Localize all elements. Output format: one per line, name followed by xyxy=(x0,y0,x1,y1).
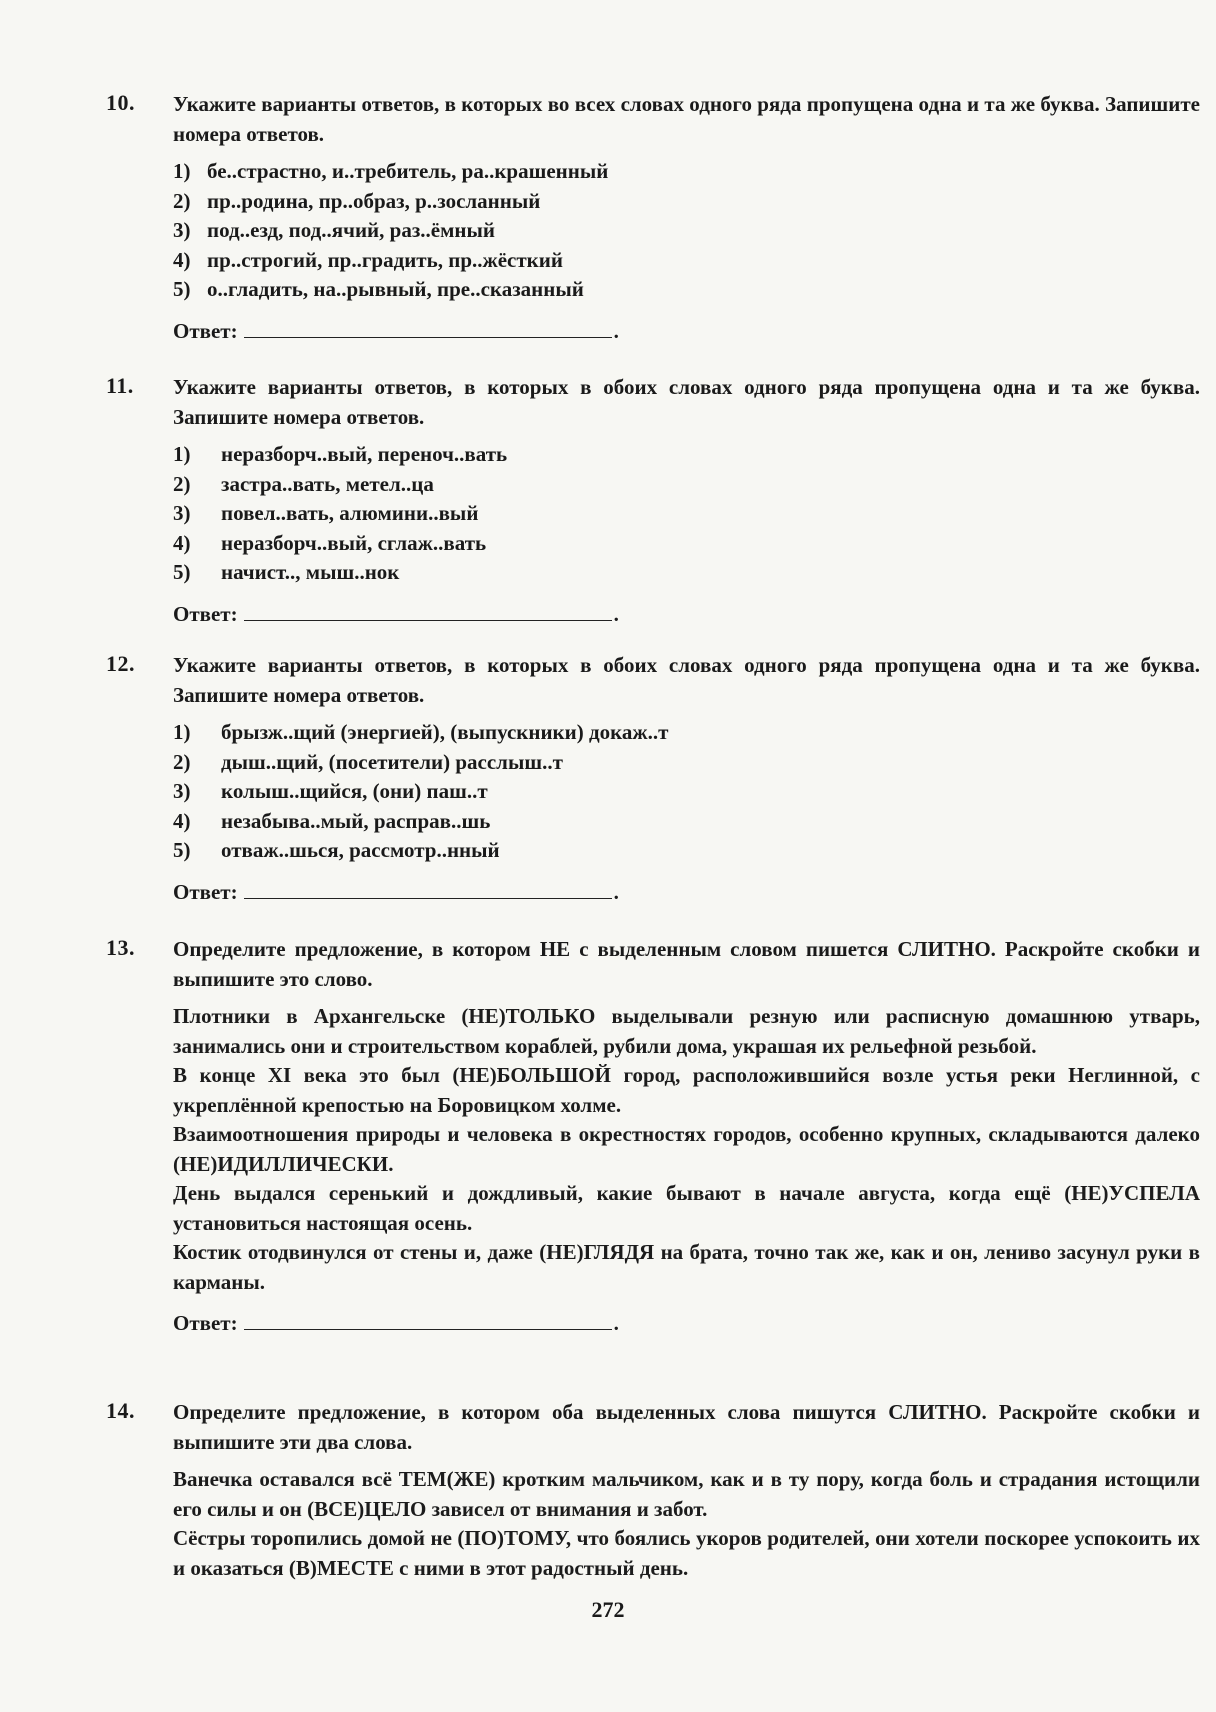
answer-row: Ответ: . xyxy=(173,1311,619,1335)
sentence-item: Плотники в Архангельске (НЕ)ТОЛЬКО выделывали резную или расписную домашнюю утварь, занимались они и строительством кораблей, рубили дома, украшая их рельефной резьбой. xyxy=(173,1004,1200,1058)
sentence-item: Костик отодвинулся от стены и, даже (НЕ)ГЛЯДЯ на брата, точно так же, как и он, лениво засунул руки в карманы. xyxy=(173,1240,1200,1294)
task-instruction: Укажите варианты ответов, в которых во всех словах одного ряда пропущена одна и та же буква. Запишите номера ответов. xyxy=(173,92,1200,146)
option-item: 4) неразборч..вый, сглаж..вать xyxy=(173,530,487,555)
options-list xyxy=(173,157,1200,305)
answer-label: Ответ: xyxy=(173,879,238,904)
sentences-list xyxy=(173,1002,1200,1297)
task-instruction: Укажите варианты ответов, в которых в обоих словах одного ряда пропущена одна и та же буква. Запишите номера ответов. xyxy=(173,375,1200,429)
answer-label: Ответ: xyxy=(173,318,238,343)
answer-label: Ответ: xyxy=(173,601,238,626)
task-number: 10. xyxy=(106,90,135,115)
option-item: 1) бе..страстно, и..требитель, ра..крашенный xyxy=(173,159,609,183)
sentence-item: День выдался серенький и дождливый, какие бывают в начале августа, когда ещё (НЕ)УСПЕЛА установиться настоящая осень. xyxy=(173,1181,1200,1235)
option-item: 2) дыш..щий, (посетители) расслыш..т xyxy=(173,749,563,774)
task-number: 12. xyxy=(106,651,135,676)
answer-row: Ответ: . xyxy=(173,879,619,904)
option-item: 1) брызж..щий (энергией), (выпускники) докаж..т xyxy=(173,720,669,744)
answer-row: Ответ: . xyxy=(173,318,619,343)
answer-field[interactable] xyxy=(244,317,612,338)
answer-label: Ответ: xyxy=(173,1311,238,1335)
sentence-item: Ванечка оставался всё ТЕМ(ЖЕ) кротким мальчиком, как и в ту пору, когда боль и страдания истощили его силы и он (ВСЕ)ЦЕЛО зависел от внимания и забот. xyxy=(173,1467,1200,1521)
sentence-item: В конце XI века это был (НЕ)БОЛЬШОЙ город, расположившийся возле устья реки Неглинной, с укреплённой крепостью на Боровицком холме. xyxy=(173,1063,1200,1117)
task-instruction: Укажите варианты ответов, в которых в обоих словах одного ряда пропущена одна и та же буква. Запишите номера ответов. xyxy=(173,653,1200,707)
option-item: 3) повел..вать, алюмини..вый xyxy=(173,501,479,525)
options-list xyxy=(173,440,1200,588)
option-item: 1) неразборч..вый, переноч..вать xyxy=(173,442,508,466)
sentences-list xyxy=(173,1465,1200,1583)
answer-field[interactable] xyxy=(244,878,612,899)
option-item: 5) о..гладить, на..рывный, пре..сказанный xyxy=(173,277,584,301)
option-item: 3) под..езд, под..ячий, раз..ёмный xyxy=(173,218,495,242)
option-item: 2) застра..вать, метел..ца xyxy=(173,471,434,496)
answer-field[interactable] xyxy=(244,600,612,621)
option-item: 5) отваж..шься, рассмотр..нный xyxy=(173,838,500,862)
option-item: 2) пр..родина, пр..образ, р..зосланный xyxy=(173,188,541,213)
task-instruction: Определите предложение, в котором НЕ с выделенным словом пишется СЛИТНО. Раскройте скобки и выпишите это слово. xyxy=(173,937,1200,991)
answer-row: Ответ: . xyxy=(173,601,619,626)
answer-field[interactable] xyxy=(244,1309,612,1330)
option-item: 4) незабыва..мый, расправ..шь xyxy=(173,808,491,833)
option-item: 5) начист.., мыш..нок xyxy=(173,560,400,584)
option-item: 3) колыш..щийся, (они) паш..т xyxy=(173,779,488,803)
option-item: 4) пр..строгий, пр..градить, пр..жёсткий xyxy=(173,247,563,272)
task-number: 11. xyxy=(106,373,134,398)
page-number: 272 xyxy=(591,1597,625,1622)
task-instruction: Определите предложение, в котором оба выделенных слова пишутся СЛИТНО. Раскройте скобки и выпишите эти два слова. xyxy=(173,1400,1200,1454)
sentence-item: Сёстры торопились домой не (ПО)ТОМУ, что боялись укоров родителей, они хотели поскорее успокоить их и оказаться (В)МЕСТЕ с ними в этот радостный день. xyxy=(173,1526,1200,1580)
sentence-item: Взаимоотношения природы и человека в окрестностях городов, особенно крупных, складываются далеко (НЕ)ИДИЛЛИЧЕСКИ. xyxy=(173,1122,1200,1176)
task-number: 13. xyxy=(106,935,135,960)
task-number: 14. xyxy=(106,1398,135,1423)
options-list xyxy=(173,718,1200,866)
